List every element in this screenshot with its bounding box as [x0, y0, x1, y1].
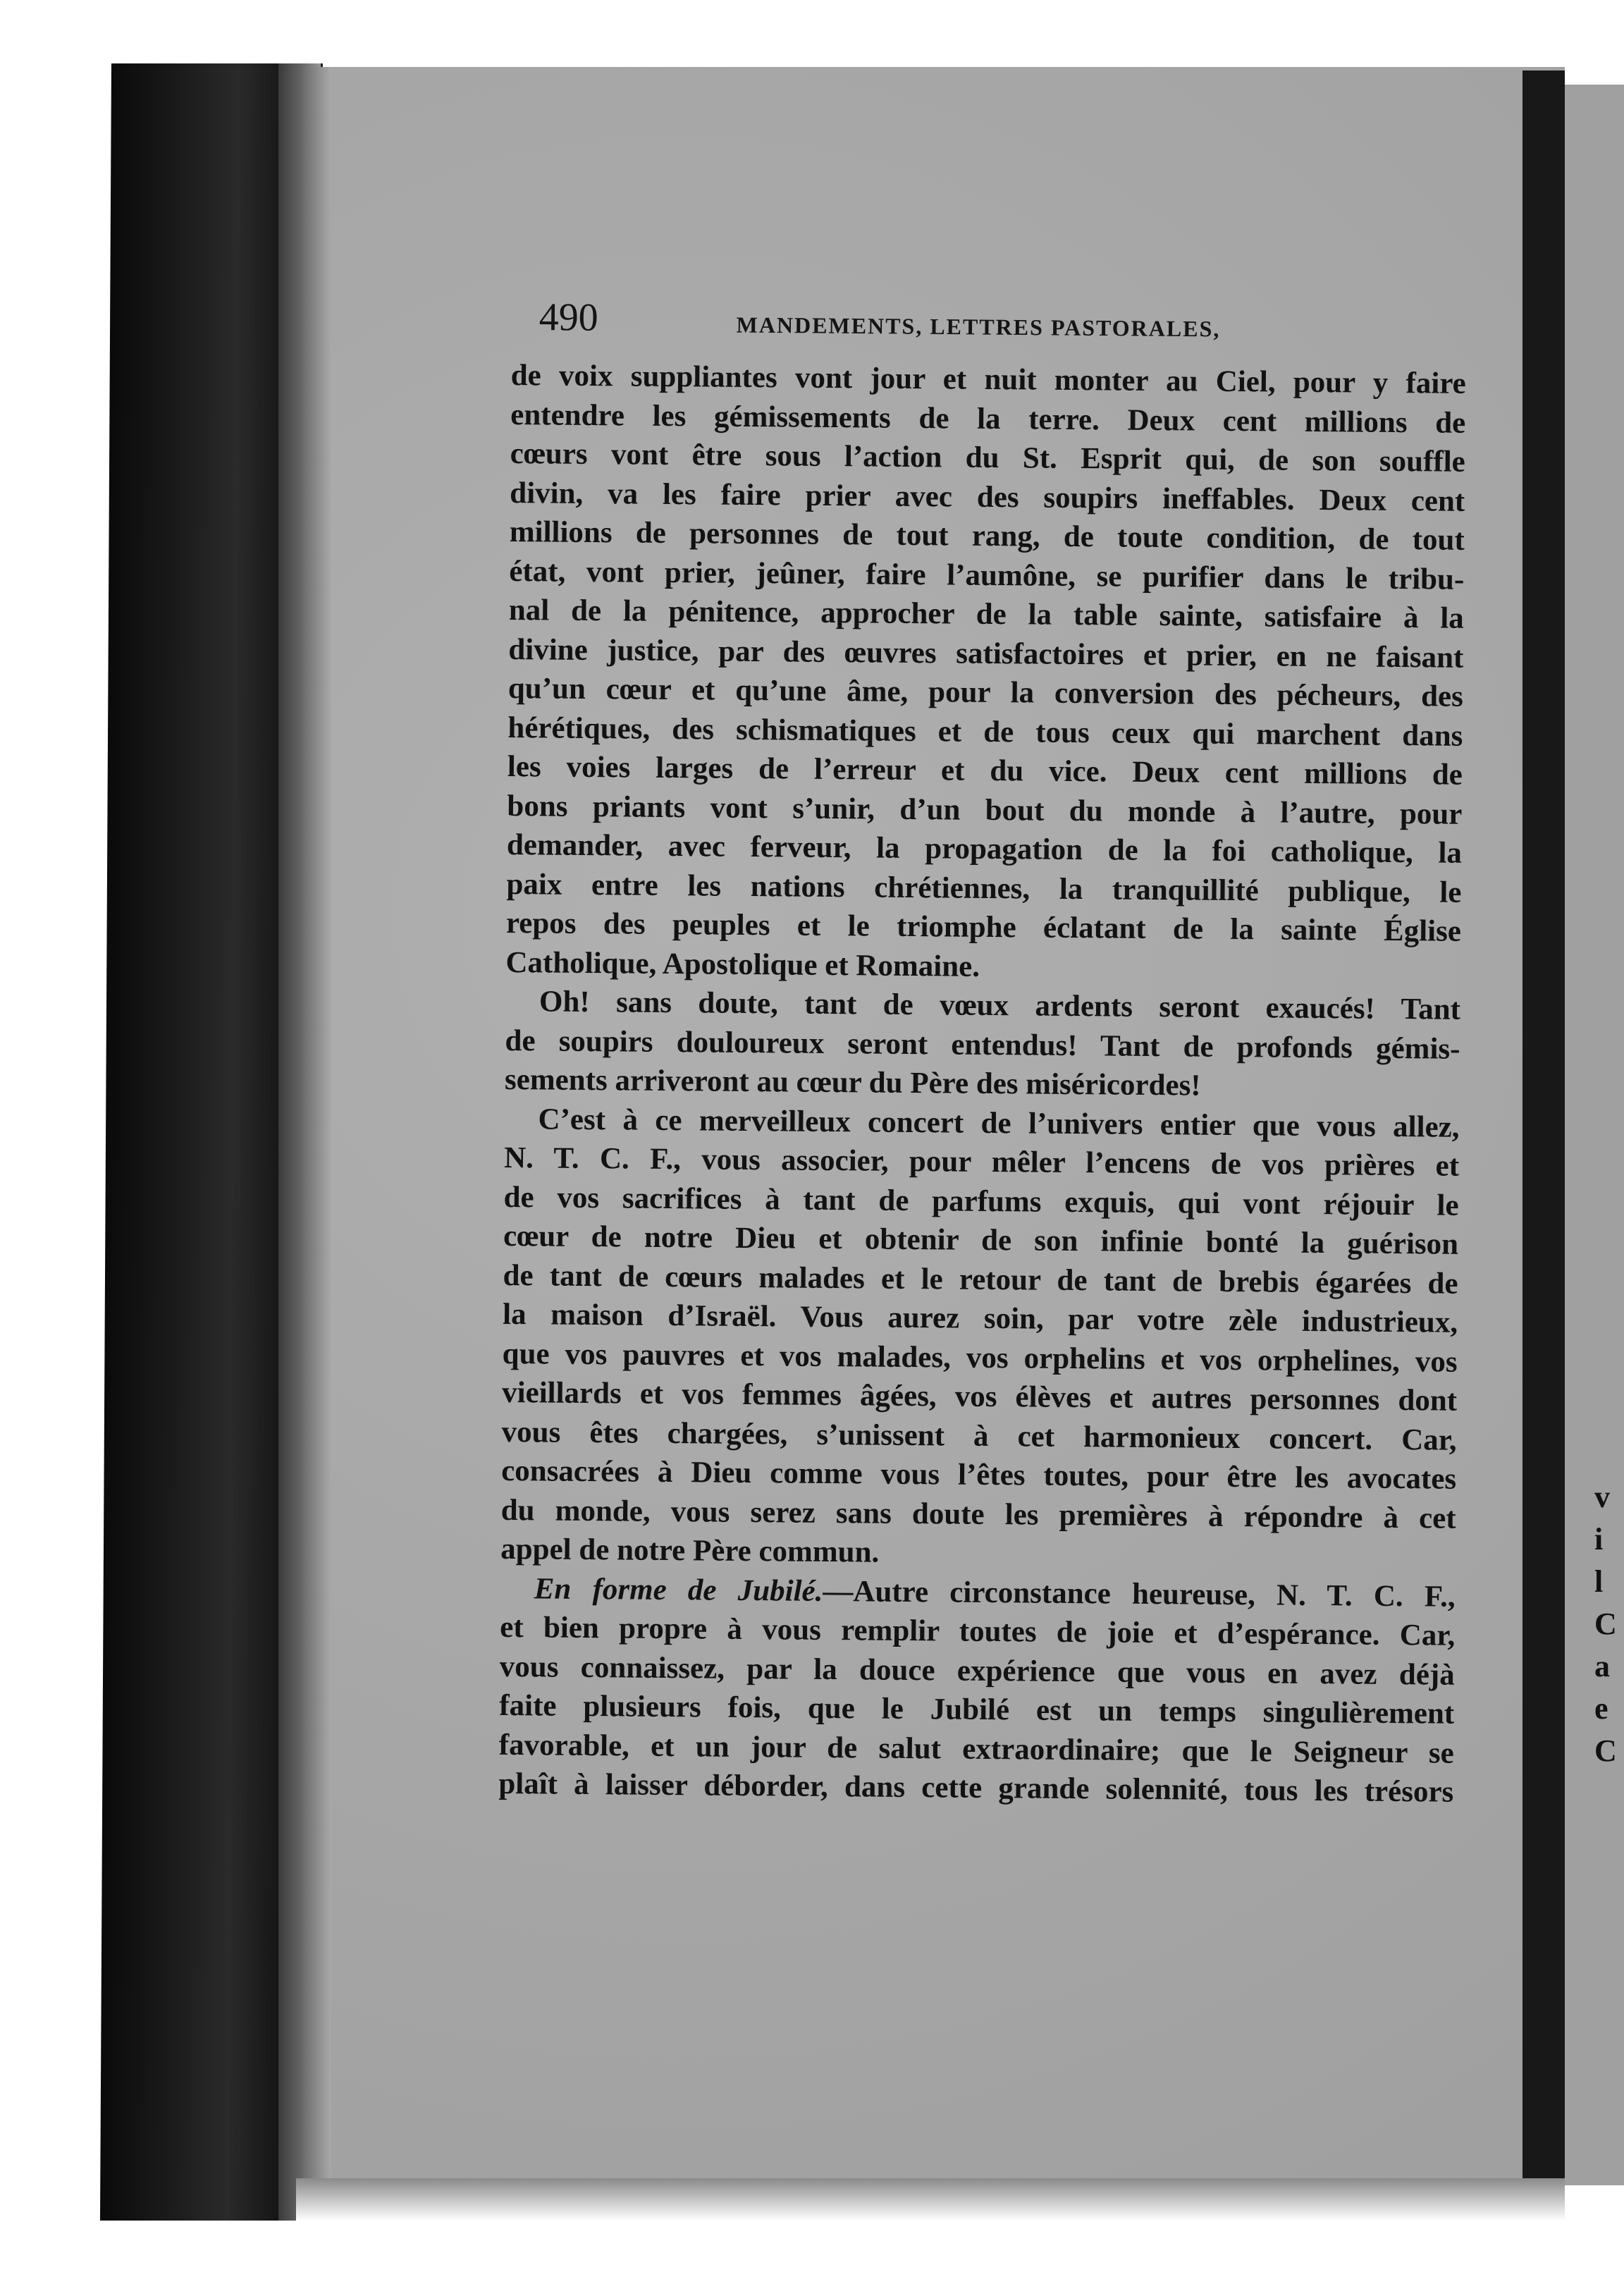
adjacent-page-fragment: v — [1594, 1480, 1610, 1514]
text-line: de voix suppliantes vont jour et nuit monter au Ciel, pour y faire — [510, 358, 1466, 400]
running-head: MANDEMENTS, LETTRES PASTORALES, — [736, 312, 1221, 342]
text-line: divin, va les faire prier avec des soupirs ineffables. Deux cent — [510, 476, 1465, 518]
text-line: cœur de notre Dieu et obtenir de son infinie bonté la guérison — [503, 1219, 1459, 1261]
text-line: cœurs vont être sous l’action du St. Esprit qui, de son souffle — [510, 436, 1465, 479]
text-line: demander, avec ferveur, la propagation de la foi catholique, la — [506, 828, 1463, 870]
text-line: favorable, et un jour de salut extraordinaire; que le Seigneur se — [498, 1728, 1454, 1770]
adjacent-page-edge — [1522, 70, 1565, 2185]
text-line: repos des peuples et le triomphe éclatant de la sainte Église — [505, 906, 1462, 948]
text-line: divine justice, par des œuvres satisfactoires et prier, en ne faisant — [508, 632, 1464, 675]
text-line: Oh! sans doute, tant de vœux ardents seront exaucés! Tant — [539, 985, 1461, 1026]
text-line: entendre les gémissements de la terre. Deux cent millions de — [510, 398, 1466, 440]
text-line: de vos sacrifices à tant de parfums exquis, qui vont réjouir le — [503, 1180, 1459, 1222]
text-line: millions de personnes de tout rang, de toute condition, de tout — [509, 515, 1465, 557]
text-line: que vos pauvres et vos malades, vos orphelins et vos orphelines, vos — [502, 1337, 1458, 1379]
adjacent-page-fragment: l — [1594, 1564, 1604, 1599]
adjacent-page-fragment: C — [1594, 1607, 1617, 1641]
text-line: plaît à laisser déborder, dans cette grande solennité, tous les trésors — [498, 1767, 1454, 1809]
body-text — [498, 356, 1466, 1812]
section-heading: En forme de Jubilé. — [534, 1571, 823, 1608]
text-line: hérétiques, des schismatiques et de tous ceux qui marchent dans — [508, 711, 1463, 753]
page-header — [539, 295, 1470, 360]
text-line: Catholique, Apostolique et Romaine. — [505, 945, 980, 983]
page-bottom-shadow — [296, 2178, 1565, 2221]
text-line: sements arriveront au cœur du Père des miséricordes! — [504, 1062, 1201, 1103]
text-line: appel de notre Père commun. — [500, 1532, 880, 1569]
text-line: vous connaissez, par la douce expérience que vous en avez déjà — [499, 1650, 1455, 1692]
page-number: 490 — [539, 295, 598, 340]
page-gutter-shadow — [303, 67, 331, 2182]
text-line: du monde, vous serez sans doute les premières à répondre à cet — [500, 1493, 1456, 1535]
adjacent-page-fragment: a — [1594, 1649, 1610, 1683]
text-line: la maison d’Israël. Vous aurez soin, par votre zèle industrieux, — [502, 1297, 1458, 1339]
adjacent-page — [1565, 85, 1624, 2185]
adjacent-page-fragment: C — [1594, 1733, 1617, 1768]
text-line: vieillards et vos femmes âgées, vos élèves et autres personnes dont — [501, 1375, 1458, 1418]
adjacent-page-fragment: e — [1594, 1691, 1608, 1726]
text-line: nal de la pénitence, approcher de la table sainte, satisfaire à la — [508, 593, 1465, 635]
text-line: qu’un cœur et qu’une âme, pour la conversion des pécheurs, des — [508, 671, 1464, 713]
text-line: les voies larges de l’erreur et du vice. Deux cent millions de — [507, 749, 1463, 792]
text-line: de tant de cœurs malades et le retour de tant de brebis égarées de — [503, 1258, 1458, 1301]
text-line: —Autre circonstance heureuse, N. T. C. F., — [823, 1574, 1456, 1614]
text-line: N. T. C. F., vous associer, pour mêler l’encens de vos prières et — [503, 1141, 1460, 1183]
text-line: consacrées à Dieu comme vous l’êtes toutes, pour être les avocates — [500, 1454, 1457, 1496]
text-line: vous êtes chargées, s’unissent à cet harmonieux concert. Car, — [501, 1415, 1457, 1457]
text-line: paix entre les nations chrétiennes, la tranquillité publique, le — [506, 867, 1462, 909]
text-line: et bien propre à vous remplir toutes de joie et d’espérance. Car, — [500, 1610, 1456, 1652]
text-line: bons priants vont s’unir, d’un bout du monde à l’autre, pour — [507, 789, 1463, 831]
adjacent-page-fragment: i — [1594, 1522, 1604, 1557]
text-line: état, vont prier, jeûner, faire l’aumône, se purifier dans le tribu- — [509, 554, 1465, 596]
text-line: C’est à ce merveilleux concert de l’univers entier que vous allez, — [538, 1102, 1460, 1144]
text-line: faite plusieurs fois, que le Jubilé est un temps singulièrement — [499, 1688, 1455, 1731]
text-line: de soupirs douloureux seront entendus! Tant de profonds gémis- — [505, 1024, 1460, 1066]
